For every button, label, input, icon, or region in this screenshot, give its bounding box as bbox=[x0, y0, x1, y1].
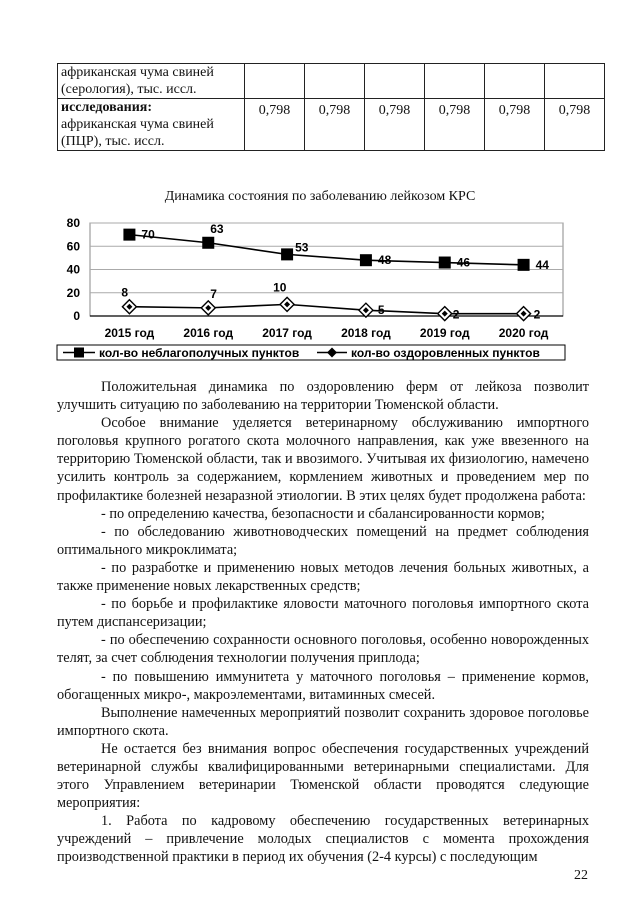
list-item: - по разработке и применению новых методов лечения больных животных, а также применение новых лекарственных средств; bbox=[57, 559, 589, 595]
body-text bbox=[57, 378, 589, 867]
table-cell: 0,798 bbox=[485, 99, 545, 151]
paragraph: Положительная динамика по оздоровлению ферм от лейкоза позволит улучшить ситуацию по заболеванию на территории Тюменской области. bbox=[57, 379, 589, 414]
table-cell bbox=[485, 64, 545, 99]
paragraph: 1. Работа по кадровому обеспечению государственных ветеринарных учреждений – привлечение молодых специалистов с момента прохождения производственной практики в период их обучения (2-4 курсы) с последующим bbox=[57, 813, 589, 866]
table-cell: 0,798 bbox=[245, 99, 305, 151]
legend-label: кол-во оздоровленных пунктов bbox=[351, 346, 540, 360]
table-cell-name: африканская чума свиней (серология), тыс. иссл. bbox=[58, 64, 245, 99]
data-label: 10 bbox=[273, 280, 287, 295]
chart-title: Динамика состояния по заболеванию лейкозом КРС bbox=[164, 189, 476, 204]
line-chart bbox=[55, 212, 570, 362]
table-cell-name bbox=[58, 99, 245, 151]
y-tick-label: 40 bbox=[66, 262, 80, 277]
x-tick-label: 2017 год bbox=[262, 326, 312, 340]
table-cell bbox=[365, 64, 425, 99]
data-label: 5 bbox=[377, 303, 385, 318]
data-point-square bbox=[123, 229, 135, 241]
paragraph: Не остается без внимания вопрос обеспечения государственных учреждений ветеринарной службы квалифицированными ветеринарными специалистами. Для этого Управлением ветеринарии Тюменской области проводятся следующие мероприятия: bbox=[57, 740, 589, 812]
table-cell bbox=[425, 64, 485, 99]
x-tick-label: 2015 год bbox=[104, 326, 155, 340]
x-tick-label: 2018 год bbox=[341, 326, 391, 340]
data-label: 48 bbox=[377, 253, 392, 268]
data-label: 2 bbox=[452, 307, 460, 322]
paragraph: Особое внимание уделяется ветеринарному обслуживанию импортного поголовья крупного рогатого скота молочного направления, как уже ввезенного на территорию Тюменской области, так и ввозимого. Учитывая их физиологию, намечено усилить контроль за содержанием, кормлением животных и проведением мер по профилактике болезней незаразной этиологии. В этих целях будет продолжена работа: bbox=[57, 415, 589, 504]
data-label: 63 bbox=[210, 221, 224, 236]
legend-marker-diamond bbox=[327, 348, 337, 358]
table-cell bbox=[245, 64, 305, 99]
data-label: 7 bbox=[210, 286, 217, 301]
data-label: 70 bbox=[141, 227, 155, 242]
y-tick-label: 0 bbox=[73, 309, 80, 323]
table-cell: 0,798 bbox=[545, 99, 605, 151]
list-item: - по борьбе и профилактике яловости маточного поголовья импортного скота путем диспансеризации; bbox=[57, 596, 589, 631]
data-point-square bbox=[360, 254, 372, 266]
y-tick-label: 60 bbox=[66, 239, 80, 254]
table-row bbox=[58, 99, 605, 151]
x-tick-label: 2016 год bbox=[183, 326, 234, 340]
data-point-square bbox=[439, 257, 451, 269]
table-cell bbox=[545, 64, 605, 99]
table-cell bbox=[305, 64, 365, 99]
list-item: - по обеспечению сохранности основного поголовья, особенно новорожденных телят, за счет соблюдения технологии получения приплода; bbox=[57, 632, 589, 667]
legend-label: кол-во неблагополучных пунктов bbox=[99, 346, 300, 360]
data-label: 46 bbox=[456, 255, 471, 270]
x-tick-label: 2020 год bbox=[498, 326, 549, 340]
table-cell: 0,798 bbox=[425, 99, 485, 151]
page-number: 22 bbox=[574, 868, 588, 883]
paragraph: Выполнение намеченных мероприятий позволит сохранить здоровое поголовье импортного скота. bbox=[57, 704, 589, 739]
list-item: - по повышению иммунитета у маточного поголовья – применение кормов, обогащенных микро-, макроэлементами, витаминных смесей. bbox=[57, 668, 589, 703]
data-table bbox=[57, 63, 605, 151]
data-point-square bbox=[281, 248, 293, 260]
table-row bbox=[58, 64, 605, 99]
table-cell: 0,798 bbox=[305, 99, 365, 151]
data-label: 44 bbox=[535, 257, 549, 272]
list-item: - по обследованию животноводческих помещений на предмет соблюдения оптимального микроклимата; bbox=[57, 523, 589, 558]
data-label: 53 bbox=[295, 240, 309, 255]
data-point-square bbox=[518, 259, 530, 271]
data-label: 2 bbox=[533, 307, 541, 322]
data-point-square bbox=[202, 237, 214, 249]
y-tick-label: 80 bbox=[66, 216, 80, 230]
x-tick-label: 2019 год bbox=[419, 326, 470, 340]
data-label: 8 bbox=[121, 285, 129, 300]
table-cell-heading: исследования: bbox=[61, 100, 153, 115]
table-cell-text: африканская чума свиней (ПЦР), тыс. иссл. bbox=[61, 117, 214, 149]
list-item: - по определению качества, безопасности и сбалансированности кормов; bbox=[101, 505, 545, 522]
legend-marker-square bbox=[74, 348, 84, 358]
series-line bbox=[129, 304, 523, 313]
y-tick-label: 20 bbox=[66, 285, 80, 300]
table-cell: 0,798 bbox=[365, 99, 425, 151]
